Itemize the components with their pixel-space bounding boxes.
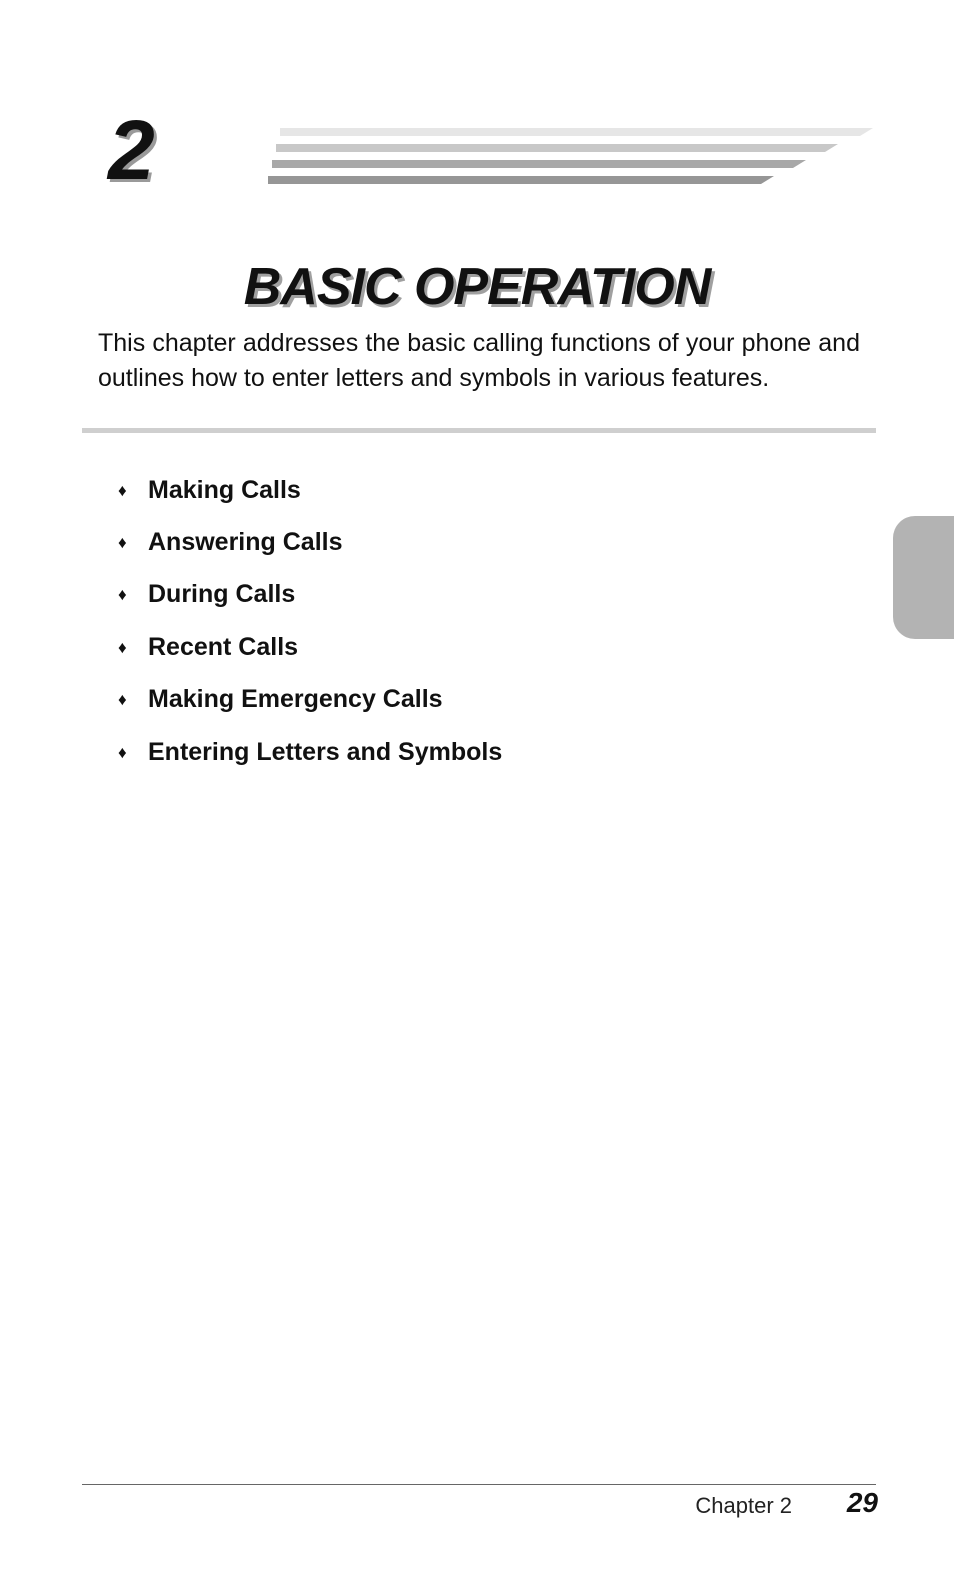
topic-label: Making Emergency Calls [148, 685, 443, 714]
diamond-bullet-icon: ♦ [118, 690, 127, 710]
chapter-title: BASIC OPERATION [243, 257, 711, 316]
topic-label: Making Calls [148, 475, 301, 504]
topic-item-recent-calls [118, 621, 502, 673]
topic-item-making-emergency-calls [118, 674, 502, 726]
diamond-bullet-icon: ♦ [118, 637, 127, 657]
stripe-2 [276, 144, 838, 152]
diamond-bullet-icon: ♦ [118, 533, 127, 553]
chapter-side-tab [893, 516, 954, 639]
footer-page-number: 29 [846, 1487, 878, 1518]
decorative-stripes [268, 128, 878, 188]
chapter-intro: This chapter addresses the basic calling functions of your phone and outlines how to enter letters and symbols in various features. [98, 329, 860, 392]
footer-chapter-label: Chapter 2 [695, 1493, 792, 1518]
diamond-bullet-icon: ♦ [118, 742, 127, 762]
topic-label: Entering Letters and Symbols [148, 737, 503, 766]
topic-item-entering-letters-and-symbols [118, 726, 502, 778]
chapter-number: 2 [108, 103, 153, 197]
stripe-1 [280, 128, 873, 136]
topic-list [118, 464, 502, 778]
footer-divider [82, 1484, 876, 1485]
topic-item-answering-calls [118, 516, 502, 568]
stripe-4 [268, 176, 774, 184]
topic-item-making-calls [118, 464, 502, 516]
topic-label: Answering Calls [148, 528, 343, 557]
topic-label: During Calls [148, 580, 296, 609]
topic-label: Recent Calls [148, 632, 299, 661]
diamond-bullet-icon: ♦ [118, 585, 127, 605]
topic-item-during-calls [118, 569, 502, 621]
diamond-bullet-icon: ♦ [118, 480, 127, 500]
section-divider [82, 428, 876, 433]
stripe-3 [272, 160, 806, 168]
